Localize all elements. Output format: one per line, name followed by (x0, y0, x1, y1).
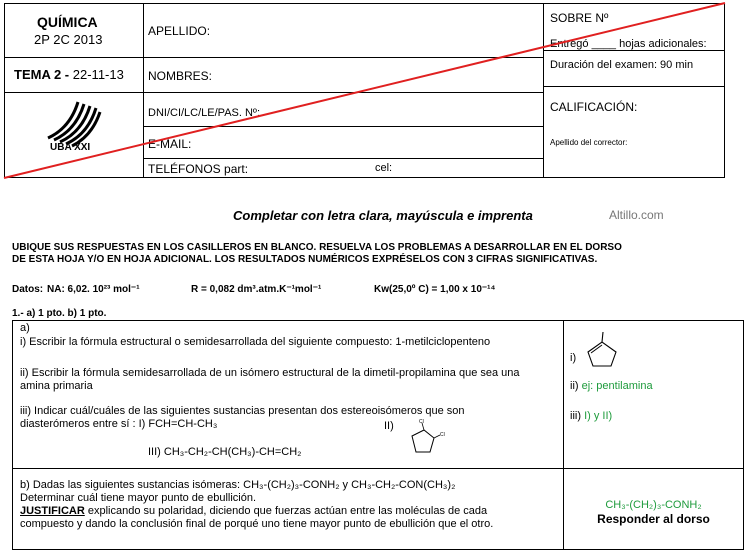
q1a-iii-III: III) CH₃-CH₂-CH(CH₃)-CH=CH₂ (148, 446, 302, 458)
apellido-label: APELLIDO: (148, 24, 211, 38)
subject-title: QUÍMICA (37, 14, 98, 30)
tema-date: 22-11-13 (72, 67, 124, 82)
svg-text:Cl: Cl (419, 419, 424, 425)
telefonos-label: TELÉFONOS part: (148, 162, 249, 176)
datos-kw: Kw(25,0º C) = 1,00 x 10⁻¹⁴ (374, 284, 496, 295)
sobre-label: SOBRE Nº (550, 11, 609, 25)
duracion-label: Duración del examen: 90 min (550, 59, 694, 71)
nombres-label: NOMBRES: (148, 69, 213, 83)
answer-ii-prefix: ii) (570, 380, 579, 392)
q1a-iii-II: II) (384, 420, 394, 432)
red-strike-line (0, 0, 756, 185)
email-label: E-MAIL: (148, 137, 192, 151)
calificacion-label: CALIFICACIÓN: (550, 100, 638, 114)
dni-label: DNI/CI/LC/LE/PAS. Nº: (148, 107, 261, 119)
q1a-i: i) Escribir la fórmula estructural o semidesarrollada del siguiente compuesto: 1-metilciclopenteno (20, 336, 491, 348)
course: 2P 2C 2013 (34, 32, 103, 47)
q1b-line-3-rest: explicando su polaridad, diciendo que fuerzas actúan entre las moléculas de cada (84, 505, 488, 517)
answer-iii-prefix: iii) (570, 410, 581, 422)
q1a-iii-line-1: iii) Indicar cuál/cuáles de las siguientes sustancias presentan dos estereoisómeros que son (20, 405, 465, 417)
dichlorocyclopentane-structure (400, 418, 450, 460)
justificar-word: JUSTIFICAR (20, 505, 85, 517)
answer-i-label: i) (570, 352, 577, 364)
watermark: Altillo.com (609, 208, 664, 222)
answer-b-formula: CH₃-(CH₂)₃-CONH₂ (605, 499, 702, 511)
logo-text: UBA XXI (50, 142, 91, 153)
q1b-line-1: b) Dadas las siguientes sustancias isómeras: CH₃-(CH₂)₃-CONH₂ y CH₃-CH₂-CON(CH₃)₂ (20, 479, 456, 491)
datos-na: NA: 6,02. 10²³ mol⁻¹ (47, 284, 140, 295)
subtitle: Completar con letra clara, mayúscula e imprenta (233, 208, 533, 223)
answer-b-note: Responder al dorso (597, 512, 710, 526)
instructions-line-1: UBIQUE SUS RESPUESTAS EN LOS CASILLEROS EN BLANCO. RESUELVA LOS PROBLEMAS A DESARROLLAR EN EL DORSO (12, 242, 622, 253)
answer-ii-text: ej: pentilamina (581, 380, 653, 392)
datos-label: Datos: (12, 284, 44, 295)
q1a-ii-line-2: amina primaria (20, 380, 93, 392)
q1a-label: a) (20, 322, 30, 334)
divider (12, 468, 744, 469)
methylcyclopentene-structure (582, 330, 622, 370)
svg-text:Cl: Cl (440, 432, 445, 438)
corrector-label: Apellido del corrector: (550, 138, 628, 147)
answer-iii (570, 410, 612, 422)
datos-r: R = 0,082 dm³.atm.K⁻¹mol⁻¹ (191, 284, 322, 295)
tema-label: TEMA 2 - (14, 67, 70, 82)
instructions-line-2: DE ESTA HOJA Y/O EN HOJA ADICIONAL. LOS RESULTADOS NUMÉRICOS EXPRÉSELOS CON 3 CIFRAS SIGNIFICATIVAS. (12, 254, 598, 265)
cel-label: cel: (375, 162, 393, 174)
answer-iii-text: I) y II) (584, 410, 613, 422)
q1b-line-2: Determinar cuál tiene mayor punto de ebullición. (20, 492, 257, 504)
q1b-line-3 (20, 505, 487, 517)
q1a-iii-line-2: diasterómeros entre sí : I) FCH=CH-CH₃ (20, 418, 218, 430)
q1b-line-4: compuesto y dando la conclusión final de porqué uno tiene mayor punto de ebullición que el otro. (20, 518, 494, 530)
entrego-label: Entregó ____ hojas adicionales: (550, 38, 707, 50)
answer-ii (570, 380, 653, 392)
q1-heading: 1.- a) 1 pto. b) 1 pto. (12, 308, 107, 319)
q1a-ii-line-1: ii) Escribir la fórmula semidesarrollada de un isómero estructural de la dimetil-propilamina que sea una (20, 367, 520, 379)
